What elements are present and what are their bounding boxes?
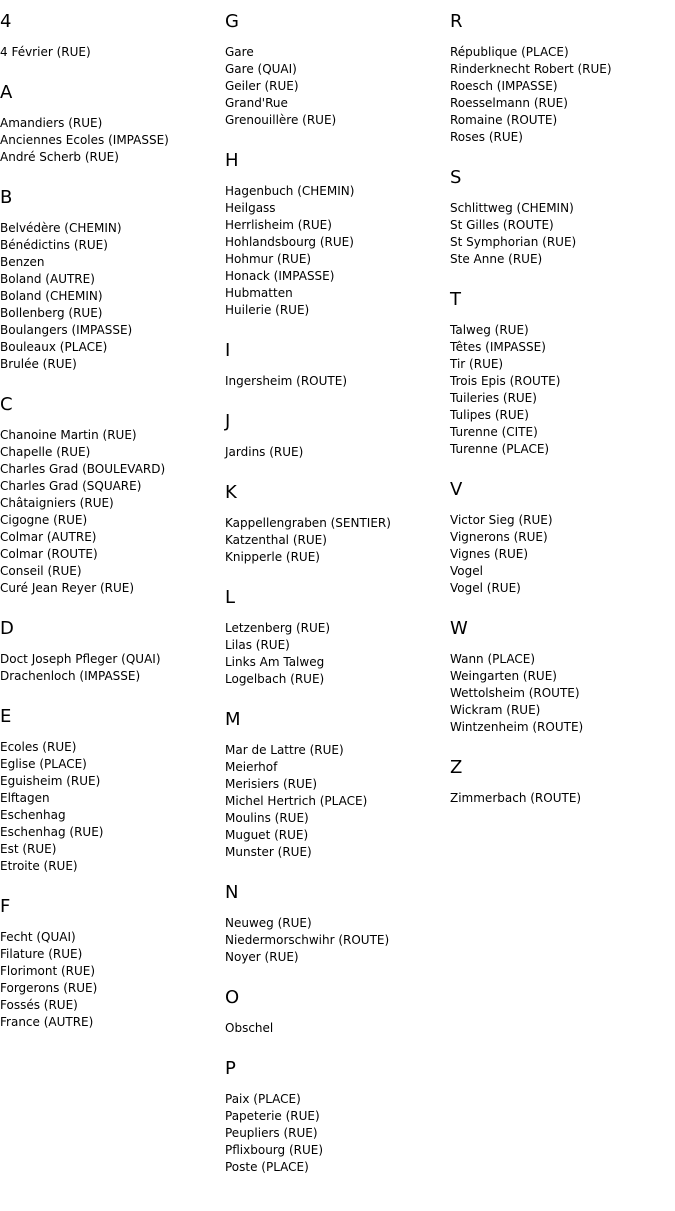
street-list	[0, 651, 225, 685]
street-link[interactable]: Schlittweg (CHEMIN)	[450, 201, 574, 215]
section-letter-heading: P	[225, 1058, 236, 1079]
street-link[interactable]: Colmar (ROUTE)	[0, 547, 98, 561]
street-link[interactable]: Tir (RUE)	[450, 357, 504, 371]
street-link[interactable]: Tulipes (RUE)	[450, 408, 529, 422]
letter-section-h	[225, 139, 450, 319]
street-list	[450, 790, 675, 807]
letter-section-g	[225, 0, 450, 129]
letter-section-e	[0, 695, 225, 875]
letter-section-w	[450, 607, 675, 736]
letter-section-t	[450, 278, 675, 458]
letter-section-i	[225, 329, 450, 390]
letter-section-m	[225, 698, 450, 861]
section-letter-heading: T	[450, 289, 461, 310]
street-link[interactable]: Munster (RUE)	[225, 845, 312, 859]
letter-section-d	[0, 607, 225, 685]
street-link[interactable]: Ingersheim (ROUTE)	[225, 374, 347, 388]
letter-section-o	[225, 976, 450, 1037]
street-link[interactable]: Huilerie (RUE)	[225, 303, 310, 317]
street-link[interactable]: Moulins (RUE)	[225, 811, 309, 825]
street-link[interactable]: Grand'Rue	[225, 96, 288, 110]
street-link[interactable]: Ste Anne (RUE)	[450, 252, 543, 266]
letter-section-s	[450, 156, 675, 268]
street-link[interactable]: Vogel	[450, 564, 483, 578]
street-link[interactable]: Michel Hertrich (PLACE)	[225, 794, 368, 808]
street-link[interactable]: Noyer (RUE)	[225, 950, 299, 964]
street-link[interactable]: Wann (PLACE)	[450, 652, 535, 666]
section-letter-heading: F	[0, 896, 11, 917]
street-link[interactable]: Hubmatten	[225, 286, 293, 300]
letter-section-k	[225, 471, 450, 566]
section-letter-heading: D	[0, 618, 14, 639]
street-link[interactable]: Poste (PLACE)	[225, 1160, 309, 1174]
street-link[interactable]: Belvédère (CHEMIN)	[0, 221, 122, 235]
letter-section-r	[450, 0, 675, 146]
street-list	[225, 1020, 450, 1037]
street-link[interactable]: Vignerons (RUE)	[450, 530, 548, 544]
street-link[interactable]: Jardins (RUE)	[225, 445, 304, 459]
street-link[interactable]: Têtes (IMPASSE)	[450, 340, 546, 354]
section-letter-heading: Z	[450, 757, 463, 778]
street-link[interactable]: Trois Epis (ROUTE)	[450, 374, 561, 388]
street-link[interactable]: Geiler (RUE)	[225, 79, 299, 93]
street-link[interactable]: Niedermorschwihr (ROUTE)	[225, 933, 390, 947]
street-link[interactable]: Tuileries (RUE)	[450, 391, 537, 405]
section-letter-heading: O	[225, 987, 240, 1008]
street-link[interactable]: Eschenhag (RUE)	[0, 825, 104, 839]
street-link[interactable]: Bouleaux (PLACE)	[0, 340, 108, 354]
street-link[interactable]: Kappellengraben (SENTIER)	[225, 516, 391, 530]
street-link[interactable]: Vignes (RUE)	[450, 547, 529, 561]
street-link[interactable]: Chapelle (RUE)	[0, 445, 91, 459]
street-link[interactable]: Florimont (RUE)	[0, 964, 96, 978]
letter-section-b	[0, 176, 225, 373]
letter-section-c	[0, 383, 225, 597]
street-list	[225, 44, 450, 129]
street-link[interactable]: Châtaigniers (RUE)	[0, 496, 114, 510]
section-letter-heading: N	[225, 882, 239, 903]
section-letter-heading: I	[225, 340, 231, 361]
section-letter-heading: J	[225, 411, 231, 432]
street-link[interactable]: Weingarten (RUE)	[450, 669, 557, 683]
street-link[interactable]: Etroite (RUE)	[0, 859, 78, 873]
street-link[interactable]: Bénédictins (RUE)	[0, 238, 108, 252]
street-link[interactable]: Meierhof	[225, 760, 278, 774]
street-link[interactable]: Anciennes Ecoles (IMPASSE)	[0, 133, 169, 147]
section-letter-heading: R	[450, 11, 463, 32]
section-letter-heading: L	[225, 587, 236, 608]
section-letter-heading: 4	[0, 11, 12, 32]
street-link[interactable]: Benzen	[0, 255, 45, 269]
street-link[interactable]: Elftagen	[0, 791, 50, 805]
street-link[interactable]: Fecht (QUAI)	[0, 930, 76, 944]
street-list	[0, 739, 225, 875]
street-link[interactable]: Wettolsheim (ROUTE)	[450, 686, 580, 700]
section-letter-heading: S	[450, 167, 462, 188]
street-link[interactable]: Boland (CHEMIN)	[0, 289, 103, 303]
street-link[interactable]: Turenne (PLACE)	[450, 442, 550, 456]
street-column-2	[225, 0, 450, 1186]
street-link[interactable]: Roses (RUE)	[450, 130, 523, 144]
street-link[interactable]: Ecoles (RUE)	[0, 740, 77, 754]
street-link[interactable]: Lilas (RUE)	[225, 638, 290, 652]
street-list	[0, 427, 225, 597]
street-link[interactable]: Forgerons (RUE)	[0, 981, 98, 995]
street-link[interactable]: Wickram (RUE)	[450, 703, 541, 717]
letter-section-z	[450, 746, 675, 807]
street-link[interactable]: Muguet (RUE)	[225, 828, 309, 842]
street-list	[0, 220, 225, 373]
street-link[interactable]: Colmar (AUTRE)	[0, 530, 97, 544]
street-link[interactable]: Logelbach (RUE)	[225, 672, 325, 686]
street-link[interactable]: Bollenberg (RUE)	[0, 306, 103, 320]
section-letter-heading: W	[450, 618, 468, 639]
street-column-3	[450, 0, 675, 817]
street-list	[450, 200, 675, 268]
section-letter-heading: H	[225, 150, 239, 171]
street-link[interactable]: Roesselmann (RUE)	[450, 96, 568, 110]
street-link[interactable]: Chanoine Martin (RUE)	[0, 428, 137, 442]
street-link[interactable]: Victor Sieg (RUE)	[450, 513, 553, 527]
street-link[interactable]: Turenne (CITE)	[450, 425, 538, 439]
street-link[interactable]: Katzenthal (RUE)	[225, 533, 327, 547]
letter-section-f	[0, 885, 225, 1031]
letter-section-a	[0, 71, 225, 166]
section-letter-heading: K	[225, 482, 237, 503]
street-link[interactable]: Herrlisheim (RUE)	[225, 218, 332, 232]
street-link[interactable]: Roesch (IMPASSE)	[450, 79, 558, 93]
street-link[interactable]: Vogel (RUE)	[450, 581, 521, 595]
section-letter-heading: G	[225, 11, 239, 32]
street-link[interactable]: Amandiers (RUE)	[0, 116, 103, 130]
street-link[interactable]: Est (RUE)	[0, 842, 57, 856]
section-letter-heading: B	[0, 187, 13, 208]
street-list	[225, 373, 450, 390]
street-link[interactable]: Neuweg (RUE)	[225, 916, 312, 930]
street-link[interactable]: Papeterie (RUE)	[225, 1109, 320, 1123]
street-link[interactable]: Zimmerbach (ROUTE)	[450, 791, 582, 805]
street-link[interactable]: Peupliers (RUE)	[225, 1126, 318, 1140]
street-link[interactable]: Filature (RUE)	[0, 947, 83, 961]
letter-section-p	[225, 1047, 450, 1176]
letter-section-l	[225, 576, 450, 688]
street-link[interactable]: Drachenloch (IMPASSE)	[0, 669, 141, 683]
street-link[interactable]: Eglise (PLACE)	[0, 757, 87, 771]
street-column-1	[0, 0, 225, 1041]
street-link[interactable]: Cigogne (RUE)	[0, 513, 88, 527]
street-link[interactable]: Romaine (ROUTE)	[450, 113, 558, 127]
street-link[interactable]: André Scherb (RUE)	[0, 150, 119, 164]
street-link[interactable]: Charles Grad (SQUARE)	[0, 479, 142, 493]
street-link[interactable]: Talweg (RUE)	[450, 323, 529, 337]
street-link[interactable]: St Symphorian (RUE)	[450, 235, 577, 249]
street-link[interactable]: Hagenbuch (CHEMIN)	[225, 184, 355, 198]
street-link[interactable]: Doct Joseph Pfleger (QUAI)	[0, 652, 161, 666]
street-link[interactable]: Grenouillère (RUE)	[225, 113, 337, 127]
street-link[interactable]: France (AUTRE)	[0, 1015, 94, 1029]
street-list	[225, 515, 450, 566]
street-link[interactable]: Brulée (RUE)	[0, 357, 77, 371]
section-letter-heading: A	[0, 82, 13, 103]
street-link[interactable]: Letzenberg (RUE)	[225, 621, 331, 635]
street-link[interactable]: St Gilles (ROUTE)	[450, 218, 554, 232]
street-link[interactable]: Mar de Lattre (RUE)	[225, 743, 344, 757]
street-link[interactable]: Hohmur (RUE)	[225, 252, 312, 266]
section-letter-heading: V	[450, 479, 463, 500]
letter-section-v	[450, 468, 675, 597]
street-link[interactable]: Boulangers (IMPASSE)	[0, 323, 133, 337]
section-letter-heading: E	[0, 706, 12, 727]
street-link[interactable]: Conseil (RUE)	[0, 564, 82, 578]
street-list	[450, 322, 675, 458]
street-list	[0, 44, 225, 61]
street-link[interactable]: République (PLACE)	[450, 45, 569, 59]
street-link[interactable]: Wintzenheim (ROUTE)	[450, 720, 584, 734]
street-link[interactable]: Charles Grad (BOULEVARD)	[0, 462, 166, 476]
street-list	[225, 915, 450, 966]
letter-section-j	[225, 400, 450, 461]
street-list	[450, 651, 675, 736]
street-list	[225, 183, 450, 319]
street-list	[225, 1091, 450, 1176]
street-link[interactable]: Obschel	[225, 1021, 274, 1035]
street-list	[225, 444, 450, 461]
street-list	[225, 620, 450, 688]
street-link[interactable]: Rinderknecht Robert (RUE)	[450, 62, 612, 76]
street-link[interactable]: Heilgass	[225, 201, 276, 215]
street-link[interactable]: Eguisheim (RUE)	[0, 774, 101, 788]
street-list	[225, 742, 450, 861]
street-link[interactable]: Merisiers (RUE)	[225, 777, 318, 791]
street-link[interactable]: Paix (PLACE)	[225, 1092, 301, 1106]
street-list	[450, 512, 675, 597]
street-list	[450, 44, 675, 146]
street-link[interactable]: Links Am Talweg	[225, 655, 325, 669]
street-link[interactable]: Boland (AUTRE)	[0, 272, 95, 286]
street-list	[0, 115, 225, 166]
street-link[interactable]: Fossés (RUE)	[0, 998, 78, 1012]
street-link[interactable]: Pflixbourg (RUE)	[225, 1143, 324, 1157]
street-link[interactable]: Hohlandsbourg (RUE)	[225, 235, 354, 249]
letter-section-n	[225, 871, 450, 966]
street-link[interactable]: 4 Février (RUE)	[0, 45, 91, 59]
street-link[interactable]: Honack (IMPASSE)	[225, 269, 335, 283]
street-link[interactable]: Knipperle (RUE)	[225, 550, 320, 564]
street-link[interactable]: Gare	[225, 45, 254, 59]
section-letter-heading: C	[0, 394, 13, 415]
street-list	[0, 929, 225, 1031]
section-letter-heading: M	[225, 709, 241, 730]
street-link[interactable]: Curé Jean Reyer (RUE)	[0, 581, 135, 595]
street-link[interactable]: Gare (QUAI)	[225, 62, 297, 76]
letter-section-4	[0, 0, 225, 61]
street-link[interactable]: Eschenhag	[0, 808, 66, 822]
